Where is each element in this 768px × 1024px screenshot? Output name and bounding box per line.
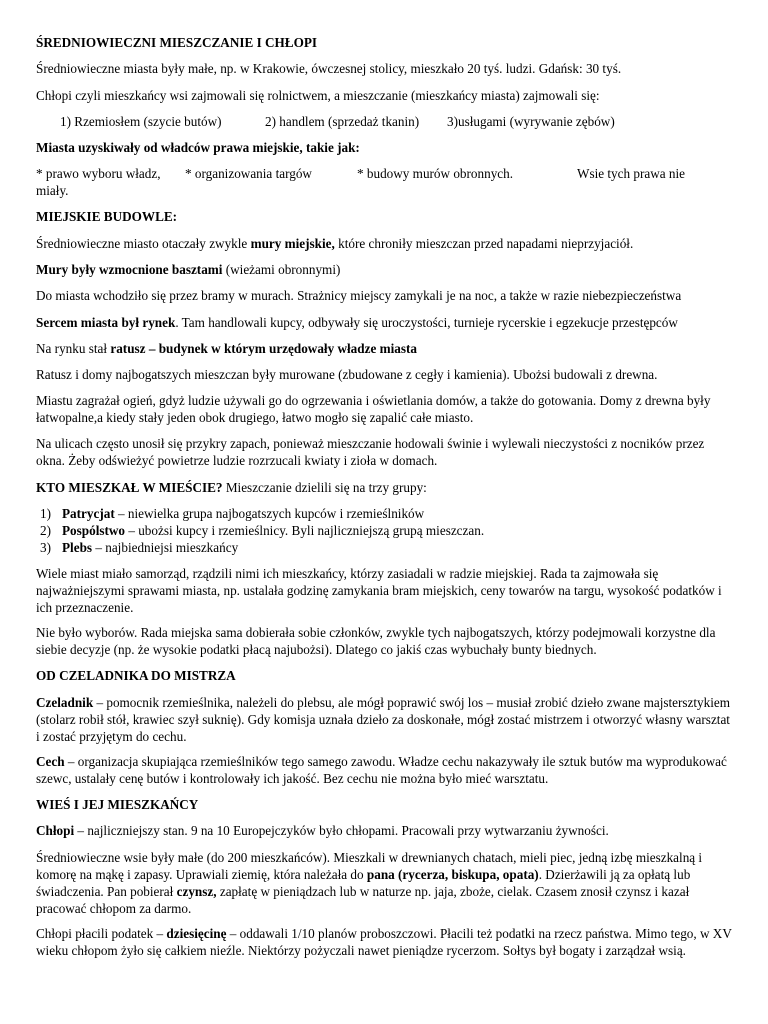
paragraph-towers: Mury były wzmocnione basztami (wieżami obronnymi): [36, 262, 341, 277]
group-number-1: 1): [40, 506, 51, 521]
paragraph-town-size: Średniowieczne miasta były małe, np. w Krakowie, ówczesnej stolicy, mieszkało 20 tyś. ludzi. Gdańsk: 30 tyś.: [36, 61, 622, 76]
right-villages-note-end: miały.: [36, 183, 69, 198]
group-number-2: 2): [40, 523, 51, 538]
group-number-3: 3): [40, 540, 51, 555]
right-villages-note: Wsie tych prawa nie: [577, 166, 686, 181]
paragraph-town-walls: Średniowieczne miasto otaczały zwykle mury miejskie, które chroniły mieszczan przed napadami nieprzyjaciół.: [36, 236, 634, 251]
paragraph-journeyman: Czeladnik – pomocnik rzemieślnika, należeli do plebsu, ale mógł poprawić swój los – musiał zrobić dzieło zwane majstersztykiem (stolarz robił stół, krawiec szył suknię). Gdy komisja uznała dzieło za doskonałe, mógł zostać mistrzem i otworzyć własny warsztat i zostać przyjętym do cechu.: [36, 695, 731, 744]
paragraph-houses: Ratusz i domy najbogatszych mieszczan były murowane (zbudowane z cegły i kamienia). Ubożsi budowali z drewna.: [36, 367, 658, 382]
paragraph-self-government: Wiele miast miało samorząd, rządzili nimi ich mieszkańcy, którzy zasiadali w radzie miejskiej. Rada ta zajmowała się najważniejszymi sprawami miasta, np. ustalała godzinę zamykania bram miejskich, ceny towarów na targu, wysokość podatków i ich przeznaczenie.: [36, 566, 722, 615]
group-commoners: Pospólstwo – ubożsi kupcy i rzemieślnicy. Byli najliczniejszą grupą mieszczan.: [62, 523, 485, 538]
paragraph-town-hall: Na rynku stał ratusz – budynek w którym urzędowały władze miasta: [36, 341, 417, 356]
heading-medieval-townspeople: ŚREDNIOWIECZNI MIESZCZANIE I CHŁOPI: [36, 35, 318, 50]
heading-who-lived-in-town: KTO MIESZKAŁ W MIEŚCIE? Mieszczanie dzielili się na trzy grupy:: [36, 480, 427, 495]
group-patricians: Patrycjat – niewielka grupa najbogatszych kupców i rzemieślników: [62, 506, 425, 521]
paragraph-smell: Na ulicach często unosił się przykry zapach, ponieważ mieszczanie hodowali świnie i wylewali nieczystości z nocników przez okna. Żeby odświeżyć powietrze ludzie rozrzucali kwiaty i zioła w domach.: [36, 436, 705, 468]
paragraph-fire: Miastu zagrażał ogień, gdyż ludzie używali go do ogrzewania i oświetlania domów, a także do gotowania. Domy z drewna były łatwopalne,a kiedy stały jeden obok drugiego, łatwo mogło się zapalić całe miasto.: [36, 393, 711, 425]
occupation-item-2: 2) handlem (sprzedaż tkanin): [265, 114, 420, 129]
right-elections: * prawo wyboru władz,: [36, 166, 161, 181]
heading-town-buildings: MIEJSKIE BUDOWLE:: [36, 209, 178, 224]
occupation-item-3: 3)usługami (wyrywanie zębów): [447, 114, 615, 129]
paragraph-village-life: Średniowieczne wsie były małe (do 200 mieszkańców). Mieszkali w drewnianych chatach, mieli piec, jedną izbę mieszkalną i komorę na mąkę i zapasy. Uprawiali ziemię, która należała do pana (rycerza, biskupa, opata). Dzierżawili ją za opłatą lub świadczenia. Pan pobierał czynsz, zapłatę w pieniądzach lub w naturze np. jaja, zboże, cielak. Czasem znosił czynsz i kazał pracować chłopom za darmo.: [36, 850, 703, 916]
heading-town-rights: Miasta uzyskiwały od władców prawa miejskie, takie jak:: [36, 140, 360, 155]
occupation-item-1: 1) Rzemiosłem (szycie butów): [60, 114, 222, 129]
paragraph-no-elections: Nie było wyborów. Rada miejska sama dobierała sobie członków, zwykle tych najbogatszych, którzy podejmowali korzystne dla siebie decyzje (np. że wysokie podatki płacą najubożsi). Dlatego co jakiś czas wybuchały bunty biednych.: [36, 625, 716, 657]
right-walls: * budowy murów obronnych.: [357, 166, 514, 181]
group-plebs: Plebs – najbiedniejsi mieszkańcy: [62, 540, 239, 555]
paragraph-guild: Cech – organizacja skupiająca rzemieślników tego samego zawodu. Władze cechu nakazywały ile sztuk butów ma wyprodukować szewc, ustalały cenę butów i kontrolowały ich jakość. Bez cechu nie można było mieć warsztatu.: [36, 754, 727, 786]
heading-journeyman-to-master: OD CZELADNIKA DO MISTRZA: [36, 668, 236, 683]
right-markets: * organizowania targów: [185, 166, 312, 181]
heading-village: WIEŚ I JEJ MIESZKAŃCY: [36, 797, 199, 812]
paragraph-peasants: Chłopi – najliczniejszy stan. 9 na 10 Europejczyków było chłopami. Pracowali przy wytwarzaniu żywności.: [36, 823, 609, 838]
paragraph-gates: Do miasta wchodziło się przez bramy w murach. Strażnicy miejscy zamykali je na noc, a także w razie niebezpieczeństwa: [36, 288, 682, 303]
paragraph-market-square: Sercem miasta był rynek. Tam handlowali kupcy, odbywały się uroczystości, turnieje rycerskie i egzekucje przestępców: [36, 315, 678, 330]
paragraph-occupations-intro: Chłopi czyli mieszkańcy wsi zajmowali się rolnictwem, a mieszczanie (mieszkańcy miasta) zajmowali się:: [36, 88, 600, 103]
paragraph-tithe: Chłopi płacili podatek – dziesięcinę – oddawali 1/10 planów proboszczowi. Płacili też podatki na rzecz państwa. Mimo tego, w XV wieku chłopom żyło się całkiem nieźle. Niektórzy pożyczali nawet pieniądze rycerzom. Sołtys był bogaty i zarządzał wsią.: [36, 926, 732, 958]
